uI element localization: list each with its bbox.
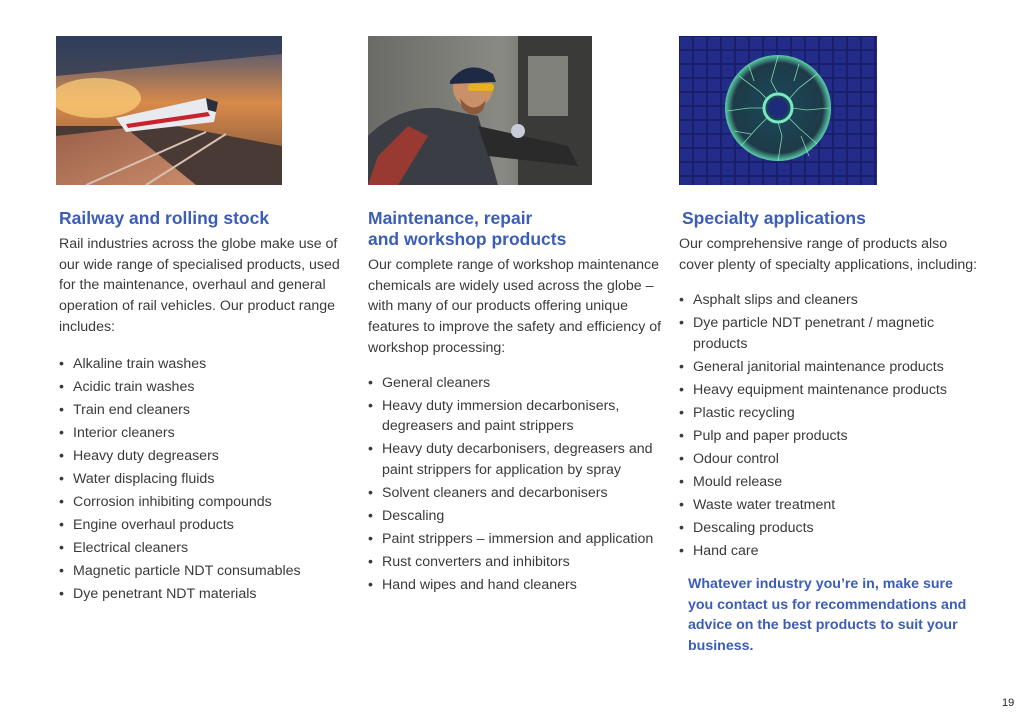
intro-maintenance: Our complete range of workshop maintenance chemicals are widely used across the globe – with many of our products offering unique features to improve the safety and efficiency of workshop processing: [368, 257, 662, 356]
intro-railway: Rail industries across the globe make use of our wide range of specialised products, used for the maintenance, overhaul and general operation of rail vehicles. Our product range includes: [59, 236, 340, 335]
list-item: • Plastic recycling [679, 403, 979, 424]
train-photo [56, 36, 346, 185]
list-item: • Rust converters and inhibitors [368, 552, 668, 573]
column-specialty [679, 36, 979, 657]
list-item: • Solvent cleaners and decarbonisers [368, 483, 668, 504]
list-railway [56, 354, 346, 605]
list-maintenance [368, 373, 668, 596]
column-railway [56, 36, 346, 607]
list-item: • Hand care [679, 541, 979, 562]
heading-railway: Railway and rolling stock [59, 208, 270, 228]
list-item: • Odour control [679, 449, 979, 470]
intro-specialty: Our comprehensive range of products also cover plenty of specialty applications, including: [679, 236, 978, 273]
list-item: • Dye particle NDT penetrant / magnetic products [679, 313, 979, 354]
list-item: • Paint strippers – immersion and application [368, 529, 668, 550]
list-item: • Water displacing fluids [59, 469, 346, 490]
heading-specialty: Specialty applications [682, 208, 866, 228]
heading-maintenance-line2: and workshop products [368, 229, 567, 249]
list-item: • Heavy equipment maintenance products [679, 380, 979, 401]
page-number: 19 [1002, 697, 1015, 709]
list-item: • Dye penetrant NDT materials [59, 584, 346, 605]
list-item: • Train end cleaners [59, 400, 346, 421]
list-item: • Hand wipes and hand cleaners [368, 575, 668, 596]
list-item: • General janitorial maintenance products [679, 357, 979, 378]
list-item: • Acidic train washes [59, 377, 346, 398]
list-item: • General cleaners [368, 373, 668, 394]
worker-photo [368, 36, 668, 185]
callout-contact: Whatever industry you’re in, make sure you contact us for recommendations and advice on the best products to suit your business. [688, 575, 967, 654]
list-item: • Asphalt slips and cleaners [679, 290, 979, 311]
list-item: • Mould release [679, 472, 979, 493]
list-item: • Waste water treatment [679, 495, 979, 516]
list-item: • Heavy duty degreasers [59, 446, 346, 467]
list-item: • Descaling [368, 506, 668, 527]
list-item: • Heavy duty decarbonisers, degreasers and paint strippers for application by spray [368, 439, 668, 480]
list-item: • Pulp and paper products [679, 426, 979, 447]
heading-maintenance [368, 208, 668, 250]
list-item: • Descaling products [679, 518, 979, 539]
list-item: • Magnetic particle NDT consumables [59, 561, 346, 582]
column-maintenance [368, 36, 668, 598]
list-item: • Corrosion inhibiting compounds [59, 492, 346, 513]
list-item: • Interior cleaners [59, 423, 346, 444]
list-specialty [679, 290, 979, 561]
list-item: • Alkaline train washes [59, 354, 346, 375]
heading-maintenance-line1: Maintenance, repair [368, 208, 533, 228]
list-item: • Heavy duty immersion decarbonisers, degreasers and paint strippers [368, 396, 668, 437]
ndt-disc-photo [679, 36, 979, 185]
list-item: • Engine overhaul products [59, 515, 346, 536]
list-item: • Electrical cleaners [59, 538, 346, 559]
